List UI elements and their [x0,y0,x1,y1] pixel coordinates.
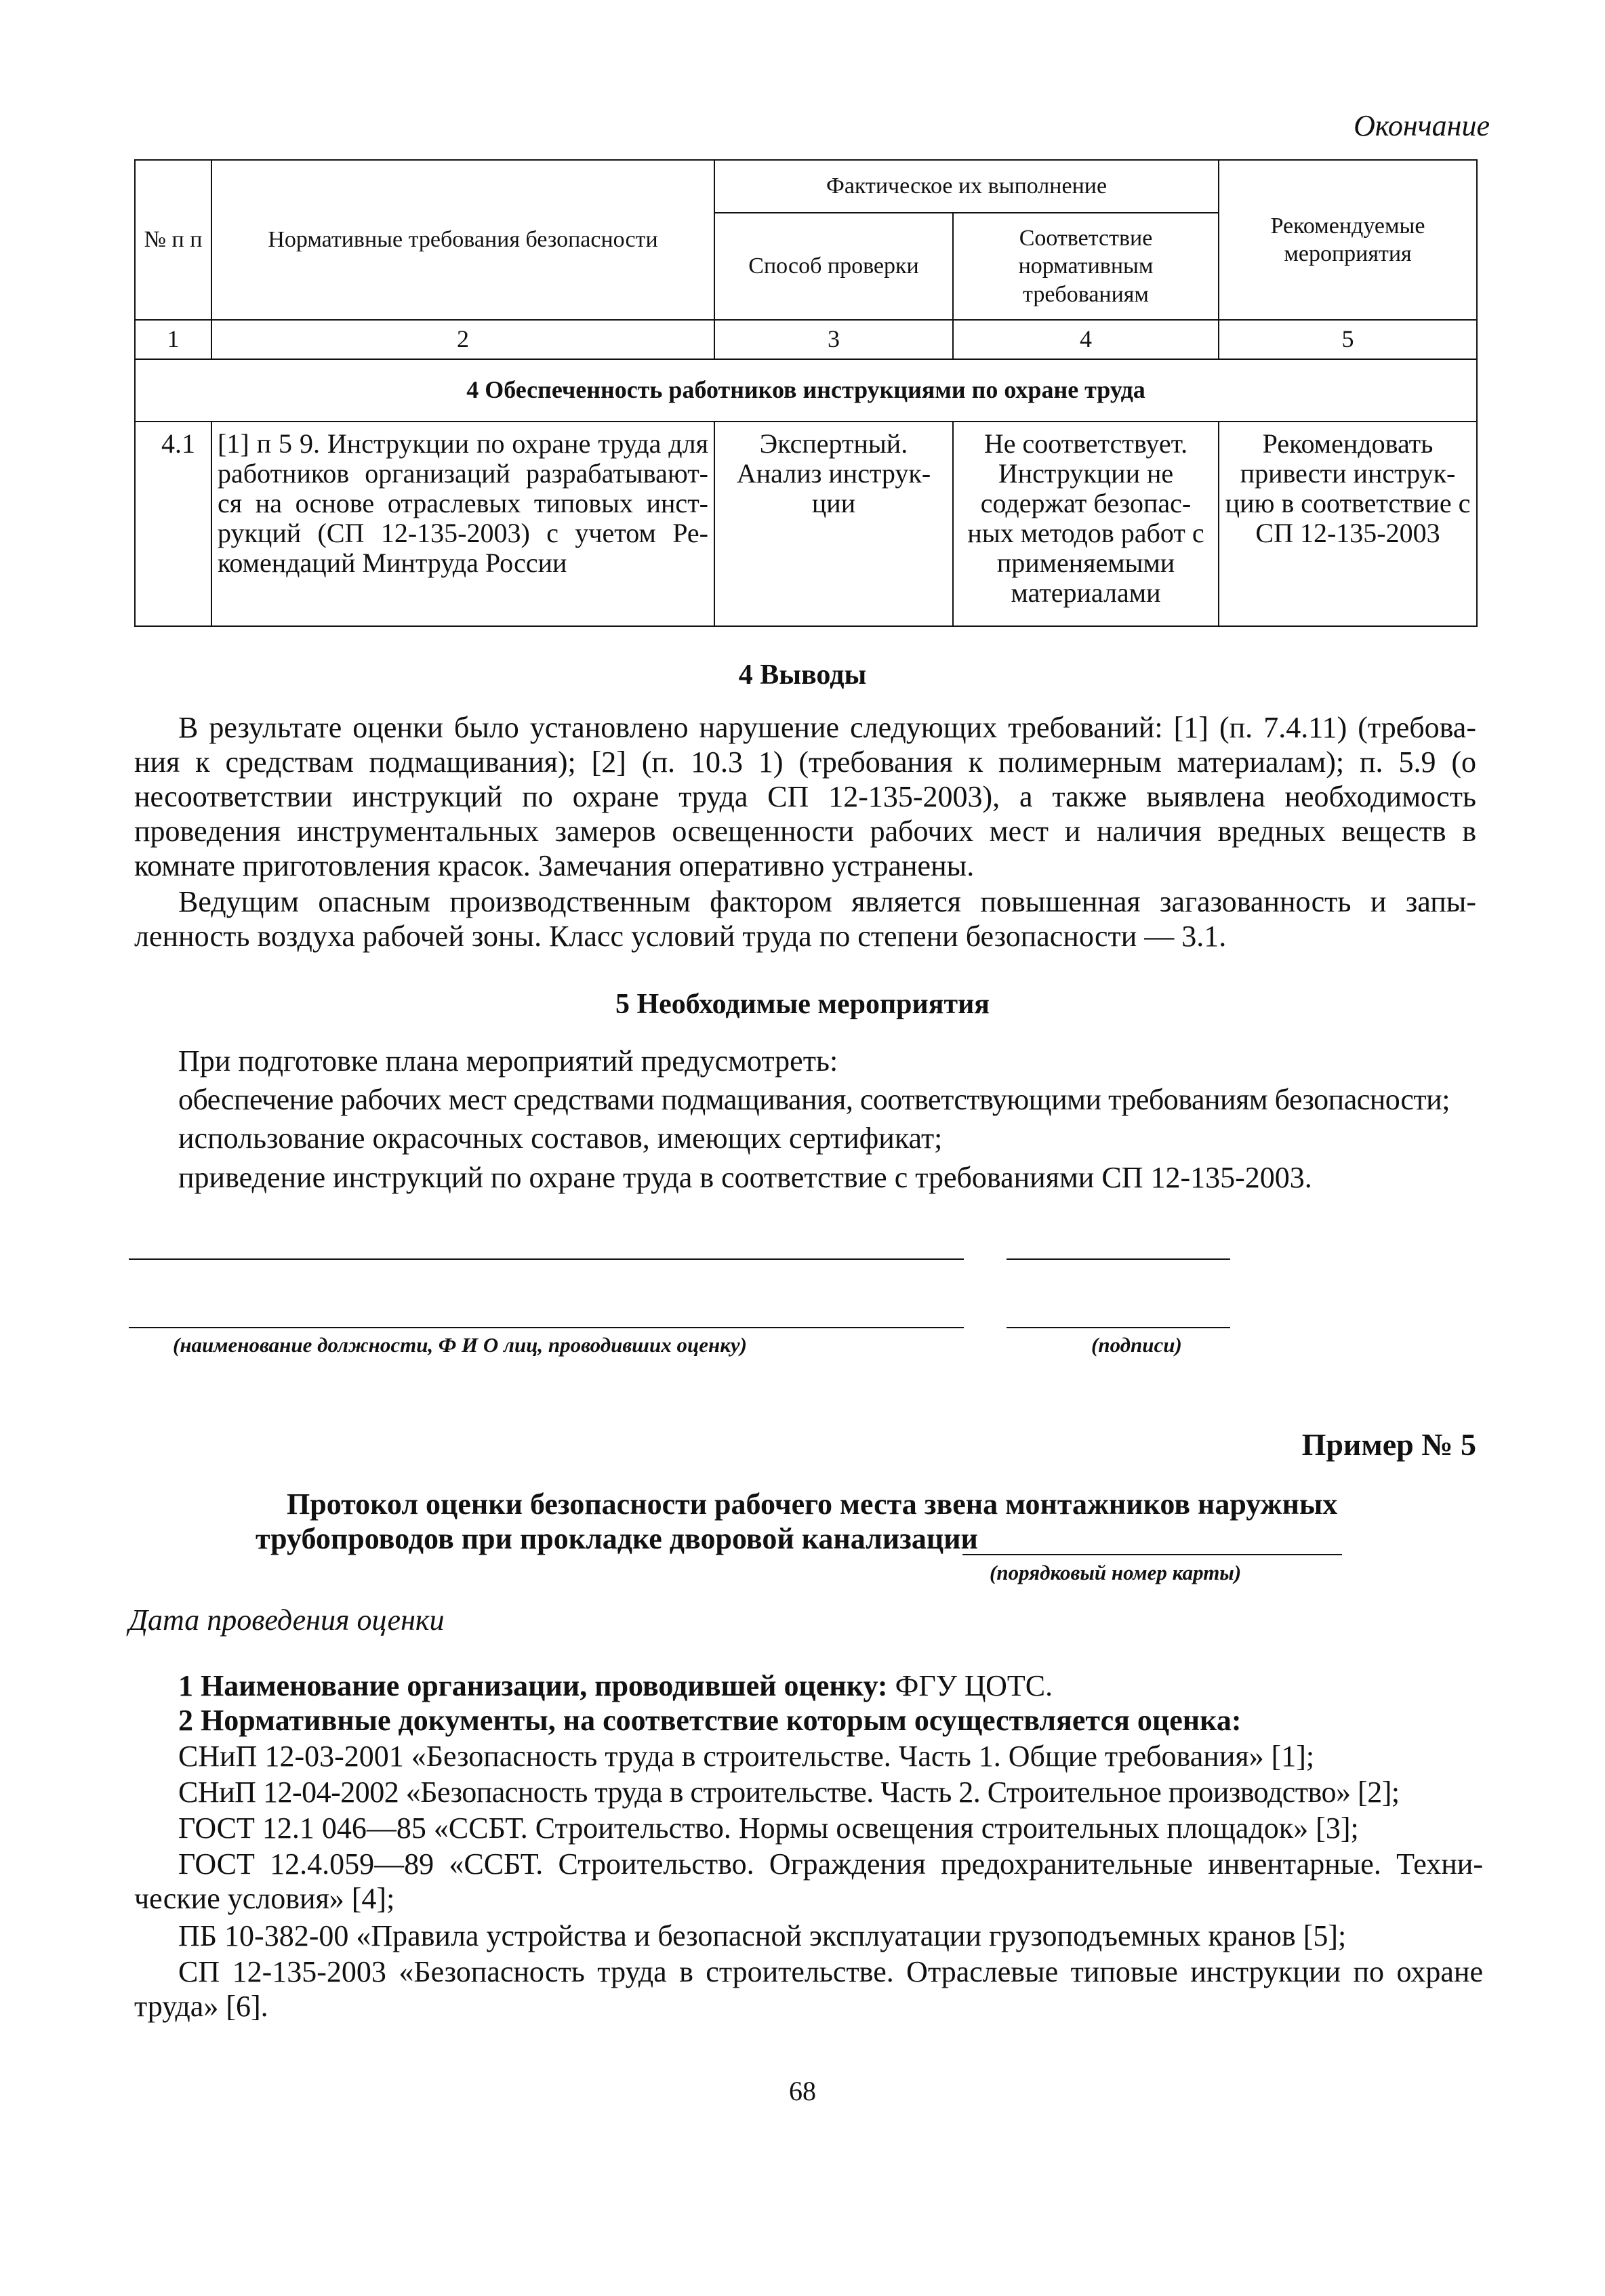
doc-item: СП 12-135-2003 «Безопасность труда в строительстве. Отраслевые типовые инструкции по охране труда» [6]. [134,1955,1483,2024]
signature-caption-signatures: (подписи) [1091,1333,1182,1357]
row-compliance: Не соответствует. Инструкции не содержат безопас-ных методов работ с применяемыми материалами [953,422,1219,626]
assessment-date-label: Дата проведения оценки [129,1603,445,1637]
org-value: ФГУ ЦОТС. [895,1669,1053,1702]
doc-item: ГОСТ 12.4.059—89 «ССБТ. Строительство. Ограждения предохранительные инвентарные. Техни-ческие условия» [4]; [134,1847,1483,1916]
signature-line-sign [1007,1258,1230,1260]
signature-caption-names: (наименование должности, Ф И О лиц, проводивших оценку) [173,1333,747,1357]
row-number: 4.1 [135,422,211,626]
table-row [135,422,1477,626]
doc-item: СНиП 12-04-2002 «Безопасность труда в строительстве. Часть 2. Строительное производство» [2]; [178,1776,1400,1809]
header-method: Способ проверки [714,213,953,320]
protocol-title-line-2: трубопроводов при прокладке дворовой канализации [256,1522,978,1555]
org-label: 1 Наименование организации, проводившей оценку: [178,1669,888,1702]
org-line [178,1668,1053,1703]
header-no: № п п [135,160,211,320]
doc-item: СНиП 12-03-2001 «Безопасность труда в строительстве. Часть 1. Общие требования» [1]; [178,1740,1315,1773]
protocol-title-line-1: Протокол оценки безопасности рабочего места звена монтажников наружных [287,1488,1338,1521]
measures-line: При подготовке плана мероприятий предусмотреть: [178,1044,838,1078]
column-number: 1 [135,320,211,359]
header-actual: Фактическое их выполнение [714,160,1219,213]
header-requirements: Нормативные требования безопасности [211,160,714,320]
continuation-label: Окончание [1354,109,1490,142]
measures-line: приведение инструкций по охране труда в соответствие с требованиями СП 12-135-2003. [178,1161,1312,1194]
assessment-table [134,159,1478,627]
signature-line-sign [1007,1327,1230,1328]
signature-line-name [129,1258,964,1260]
docs-label: 2 Нормативные документы, на соответствие которым осуществляется оценка: [178,1704,1242,1737]
page-number: 68 [789,2076,816,2106]
doc-item: ГОСТ 12.1 046—85 «ССБТ. Строительство. Нормы освещения строительных площадок» [3]; [178,1811,1359,1845]
card-number-caption: (порядковый номер карты) [990,1561,1242,1584]
card-number-line [962,1554,1342,1555]
column-number: 5 [1219,320,1477,359]
table-section-title: 4 Обеспеченность работников инструкциями по охране труда [135,359,1477,422]
example-label: Пример № 5 [1301,1427,1476,1462]
column-number: 4 [953,320,1219,359]
row-requirement: [1] п 5 9. Инструкции по охране труда для работников организаций разрабатывают-ся на основе отраслевых типовых инст-рукций (СП 12-135-2003) с учетом Ре-комендаций Минтруда России [211,422,714,626]
header-compliance: Соответствие нормативным требованиям [953,213,1219,320]
conclusions-title: 4 Выводы [738,659,867,691]
row-recommended: Рекомендовать привести инструк-цию в соответствие с СП 12-135-2003 [1219,422,1477,626]
conclusions-paragraph-1: В результате оценки было установлено нарушение следующих требований: [1] (п. 7.4.11) (требова-ния к средствам подмащивания); [2] (п. 10.3 1) (требования к полимерным материалам); п. 5.9 (о несоответствии инструкций по охране труда СП 12-135-2003), а также выявлена необходимость проведения инструментальных замеров освещенности рабочих мест и наличия вредных веществ в комнате приготовления красок. Замечания оперативно устранены. [134,711,1476,883]
conclusions-paragraph-2: Ведущим опасным производственным фактором является повышенная загазованность и запы-ленность воздуха рабочей зоны. Класс условий труда по степени безопасности — 3.1. [134,885,1476,954]
doc-item: ПБ 10-382-00 «Правила устройства и безопасной эксплуатации грузоподъемных кранов [5]; [178,1919,1347,1952]
measures-line: использование окрасочных составов, имеющих сертификат; [178,1122,943,1155]
row-method: Экспертный. Анализ инструк-ции [714,422,953,626]
measures-title: 5 Необходимые мероприятия [615,989,990,1020]
header-recommended: Рекомендуемые мероприятия [1219,160,1477,320]
column-number: 2 [211,320,714,359]
column-number: 3 [714,320,953,359]
signature-line-name [129,1327,964,1328]
measures-line: обеспечение рабочих мест средствами подмащивания, соответствующими требованиям безопасности; [178,1083,1450,1116]
